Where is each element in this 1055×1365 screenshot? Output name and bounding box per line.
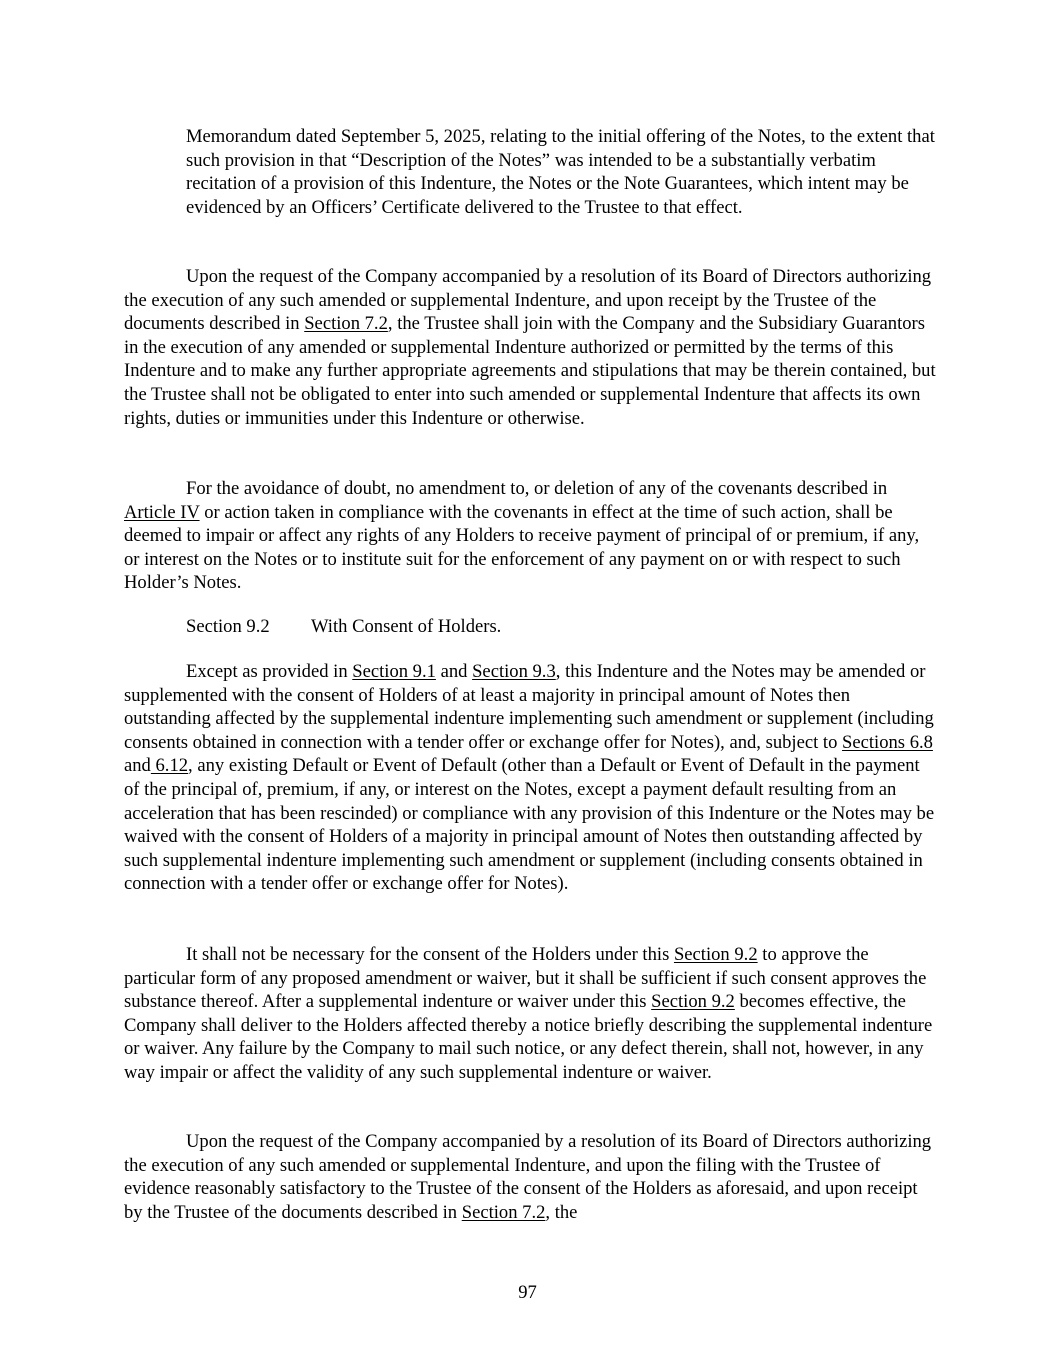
section-7-2-reference: Section 7.2 [461, 1201, 546, 1223]
section-heading [186, 615, 501, 639]
section-7-2-reference: Section 7.2 [304, 313, 388, 335]
page-number: 97 [518, 1282, 537, 1303]
section-6-12-reference: 6.12 [150, 755, 189, 777]
paragraph-trustee-filing: Upon the request of the Company accompanied by a resolution of its Board of Directors authorizing the execution of any such amended or supplemental Indenture, and upon the filing with the Trustee of evidence reasonably satisfactory to the Trustee of the consent of the Holders as aforesaid, and upon receipt by the Trustee of the documents described in Section 7.2, the [124, 1131, 932, 1223]
section-number: Section 9.2 [186, 616, 270, 637]
paragraph-consent-of-holders: Except as provided in Section 9.1 and Section 9.3, this Indenture and the Notes may be amended or supplemented with the consent of Holders of at least a majority in principal amount of Notes then outstanding affected by the supplemental indenture implementing such amendment or supplement (including consents obtained in connection with a tender offer or exchange offer for Notes), and, subject to Sections 6.8 and 6.12, any existing Default or Event of Default (other than a Default or Event of Default in the payment of the principal of, premium, if any, or interest on the Notes, except a payment default resulting from an acceleration that has been rescinded) or compliance with any provision of this Indenture or the Notes may be waived with the consent of Holders of a majority in principal amount of Notes then outstanding affected by such supplemental indenture implementing such amendment or supplement (including consents obtained in connection with a tender offer or exchange offer for Notes). [124, 661, 935, 895]
article-iv-reference: Article IV [124, 501, 200, 523]
section-6-8-reference: Sections 6.8 [842, 731, 933, 753]
section-title: With Consent of Holders. [311, 616, 502, 637]
section-9-1-reference: Section 9.1 [352, 661, 436, 682]
continued-paragraph: Memorandum dated September 5, 2025, relating to the initial offering of the Notes, to the extent that such provision in that “Description of the Notes” was intended to be a substantially verbatim recitation of a provision of this Indenture, the Notes or the Note Guarantees, which intent may be evidenced by an Officers’ Certificate delivered to the Trustee to that effect. [186, 126, 935, 218]
paragraph-trustee-joinder: Upon the request of the Company accompanied by a resolution of its Board of Directors authorizing the execution of any such amended or supplemental Indenture, and upon receipt by the Trustee of the documents described in Section 7.2, the Trustee shall join with the Company and the Subsidiary Guarantors in the execution of any amended or supplemental Indenture authorized or permitted by the terms of this Indenture and to make any further appropriate agreements and stipulations that may be therein contained, but the Trustee shall not be obligated to enter into such amended or supplemental Indenture that affects its own rights, duties or immunities under this Indenture or otherwise. [124, 266, 936, 429]
section-9-2-reference: Section 9.2 [673, 944, 758, 965]
paragraph-avoidance-of-doubt: For the avoidance of doubt, no amendment to, or deletion of any of the covenants described in Article IV or action taken in compliance with the covenants in effect at the time of such action, shall be deemed to impair or affect any rights of any Holders to receive payment of principal of or premium, if any, or interest on the Notes or to institute suit for the enforcement of any payment on or with respect to such Holder’s Notes. [124, 478, 920, 594]
section-9-2-reference: Section 9.2 [651, 991, 735, 1013]
section-9-3-reference: Section 9.3 [472, 661, 556, 682]
paragraph-form-of-amendment: It shall not be necessary for the consent of the Holders under this Section 9.2 to approve the particular form of any proposed amendment or waiver, but it shall be sufficient if such consent approves the substance thereof. After a supplemental indenture or waiver under this Section 9.2 becomes effective, the Company shall deliver to the Holders affected thereby a notice briefly describing the supplemental indenture or waiver. Any failure by the Company to mail such notice, or any defect therein, shall not, however, in any way impair or affect the validity of any such supplemental indenture or waiver. [124, 944, 933, 1083]
